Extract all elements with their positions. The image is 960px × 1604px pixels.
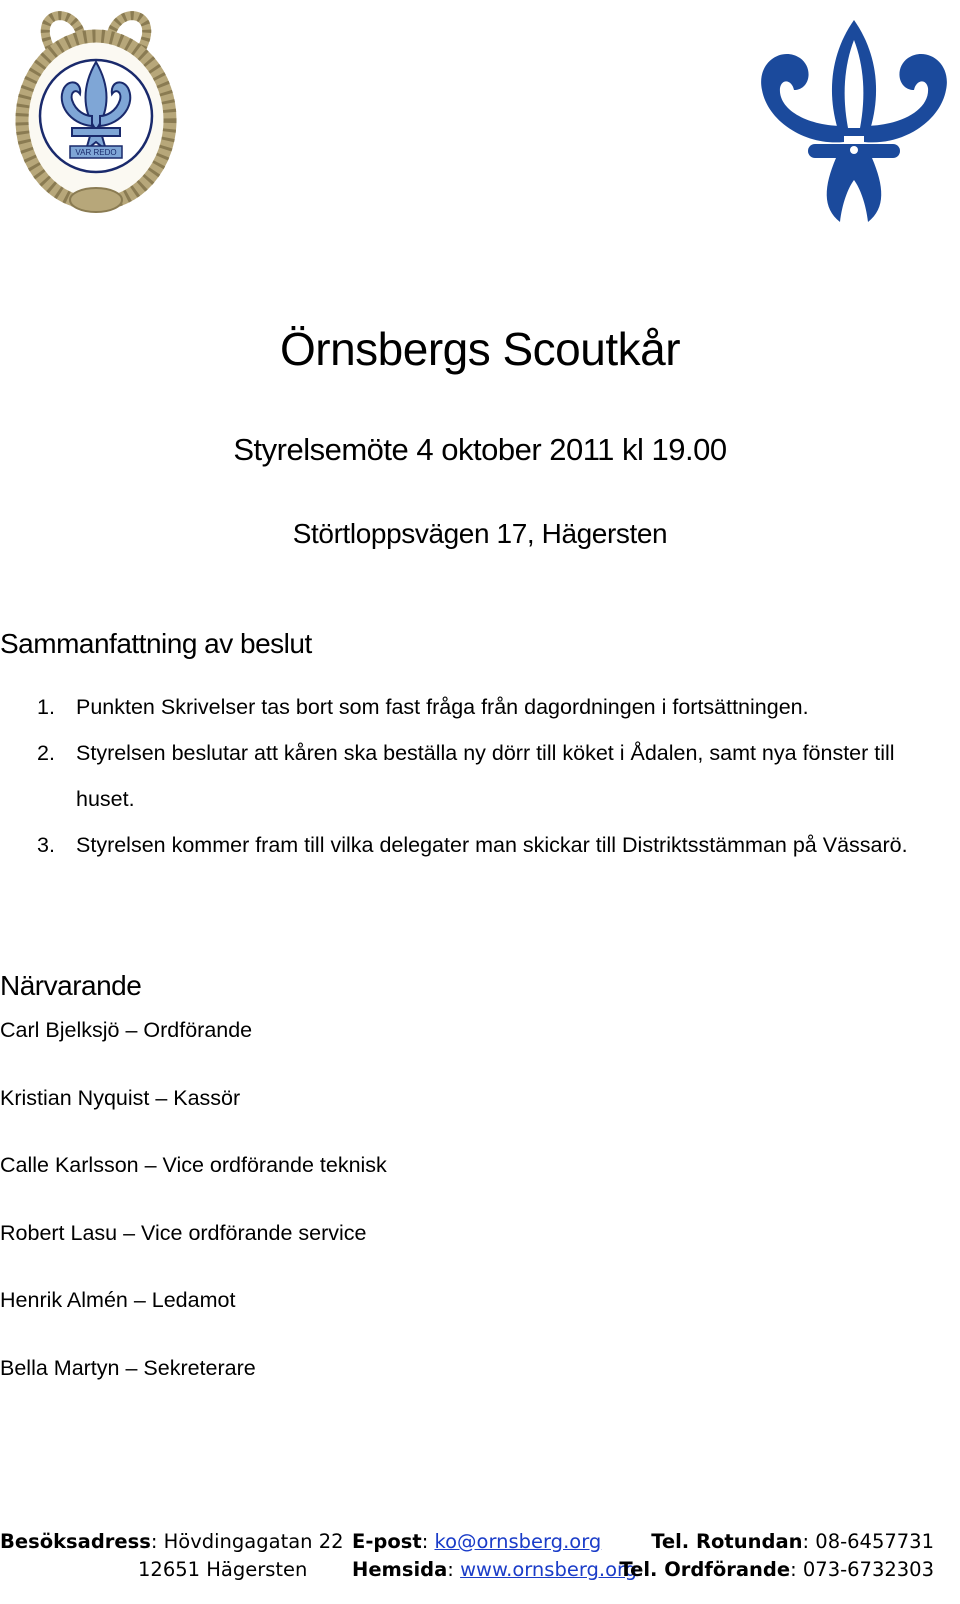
website-contact: Hemsida: www.ornsberg.org [352, 1558, 638, 1581]
attendance-heading: Närvarande [0, 970, 142, 1001]
attendee-item: Robert Lasu – Vice ordförande service [0, 1220, 367, 1245]
attendee-item: Carl Bjelksjö – Ordförande [0, 1018, 253, 1042]
phone-rotundan-number: 08-6457731 [815, 1530, 934, 1553]
decision-number: 3. [37, 833, 55, 857]
website-link[interactable]: www.ornsberg.org [460, 1558, 638, 1581]
seal-motto-text: VAR REDO [75, 148, 117, 157]
decision-list [0, 684, 960, 868]
decision-number: 2. [37, 741, 55, 765]
scout-seal-logo [10, 8, 182, 224]
fleur-de-lis-logo [748, 18, 960, 230]
decision-item [0, 684, 960, 730]
phone-chairman-number: 073-6732303 [802, 1558, 934, 1581]
email-link[interactable]: ko@ornsberg.org [434, 1530, 602, 1553]
attendee-item: Henrik Almén – Ledamot [0, 1288, 236, 1312]
email-contact: E-post: ko@ornsberg.org [352, 1530, 602, 1553]
attendee-list [0, 1016, 387, 1421]
visit-address-line1: Hövdingagatan 22 [163, 1530, 344, 1553]
visit-address: Besöksadress: Hövdingagatan 22 [0, 1530, 344, 1553]
phone-chairman: Tel. Ordförande: 073-6732303 [619, 1558, 934, 1581]
phone-chairman-label: Tel. Ordförande [619, 1558, 791, 1581]
phone-rotundan: Tel. Rotundan: 08-6457731 [651, 1530, 934, 1553]
summary-heading: Sammanfattning av beslut [0, 628, 312, 659]
decision-item [0, 822, 960, 868]
attendee-item: Calle Karlsson – Vice ordförande teknisk [0, 1153, 387, 1177]
meeting-datetime: Styrelsemöte 4 oktober 2011 kl 19.00 [233, 432, 727, 467]
website-label: Hemsida [352, 1558, 448, 1581]
meeting-address: Störtloppsvägen 17, Hägersten [292, 518, 668, 549]
visit-address-label: Besöksadress [0, 1530, 151, 1553]
attendee-item: Bella Martyn – Sekreterare [0, 1355, 256, 1380]
decision-text: Punkten Skrivelser tas bort som fast fråga från dagordningen i fortsättningen. [76, 695, 809, 719]
attendee-item: Kristian Nyquist – Kassör [0, 1085, 241, 1110]
decision-text: Styrelsen kommer fram till vilka delegater man skickar till Distriktsstämman på Vässarö. [76, 833, 908, 857]
document-title: Örnsbergs Scoutkår [279, 323, 681, 375]
visit-address-line2: 12651 Hägersten [138, 1558, 308, 1581]
decision-item [0, 730, 960, 822]
phone-rotundan-label: Tel. Rotundan [651, 1530, 803, 1553]
email-label: E-post [352, 1530, 422, 1553]
decision-number: 1. [37, 695, 55, 719]
decision-text: Styrelsen beslutar att kåren ska beställa ny dörr till köket i Ådalen, samt nya fönster till huset. [76, 741, 895, 811]
